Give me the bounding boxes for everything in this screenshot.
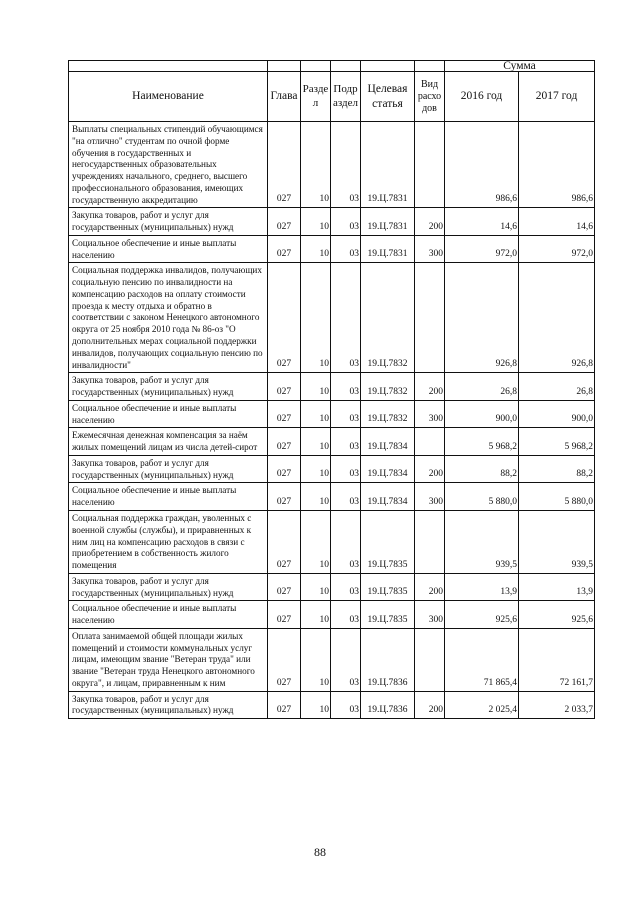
row-2016: 972,0 bbox=[445, 235, 519, 263]
row-article: 19.Ц.7834 bbox=[361, 455, 415, 483]
row-podrazdel: 03 bbox=[331, 400, 361, 428]
row-2016: 2 025,4 bbox=[445, 691, 519, 719]
sum-group-header: Сумма bbox=[445, 61, 595, 72]
row-name: Закупка товаров, работ и услуг для государственных (муниципальных) нужд bbox=[69, 691, 268, 719]
row-2016: 900,0 bbox=[445, 400, 519, 428]
row-2017: 5 968,2 bbox=[519, 428, 595, 456]
row-vid: 200 bbox=[415, 455, 445, 483]
row-2017: 925,6 bbox=[519, 601, 595, 629]
header-blank bbox=[268, 61, 301, 72]
header-blank bbox=[301, 61, 331, 72]
row-razdel: 10 bbox=[301, 400, 331, 428]
row-2017: 986,6 bbox=[519, 122, 595, 208]
row-article: 19.Ц.7831 bbox=[361, 122, 415, 208]
row-article: 19.Ц.7831 bbox=[361, 235, 415, 263]
row-name: Оплата занимаемой общей площади жилых помещений и стоимости коммунальных услуг лицам, имеющим звание "Ветеран труда" или звание "Ветеран труда Ненецкого автономного округа", и лицам, приравненным к ним bbox=[69, 628, 268, 691]
row-glava: 027 bbox=[268, 691, 301, 719]
row-podrazdel: 03 bbox=[331, 601, 361, 629]
table-body bbox=[69, 122, 595, 719]
row-razdel: 10 bbox=[301, 235, 331, 263]
row-2016: 939,5 bbox=[445, 510, 519, 573]
row-vid: 200 bbox=[415, 573, 445, 601]
row-2017: 939,5 bbox=[519, 510, 595, 573]
row-podrazdel: 03 bbox=[331, 628, 361, 691]
row-name: Социальное обеспечение и иные выплаты населению bbox=[69, 483, 268, 511]
col-header-2017: 2017 год bbox=[519, 72, 595, 122]
row-2016: 925,6 bbox=[445, 601, 519, 629]
row-2016: 926,8 bbox=[445, 263, 519, 373]
row-vid: 300 bbox=[415, 483, 445, 511]
row-2017: 72 161,7 bbox=[519, 628, 595, 691]
row-article: 19.Ц.7836 bbox=[361, 628, 415, 691]
row-podrazdel: 03 bbox=[331, 263, 361, 373]
row-vid: 200 bbox=[415, 691, 445, 719]
row-2016: 13,9 bbox=[445, 573, 519, 601]
row-glava: 027 bbox=[268, 601, 301, 629]
table-row bbox=[69, 400, 595, 428]
row-2016: 986,6 bbox=[445, 122, 519, 208]
row-2016: 5 968,2 bbox=[445, 428, 519, 456]
row-vid bbox=[415, 428, 445, 456]
page-number: 88 bbox=[314, 845, 326, 859]
row-podrazdel: 03 bbox=[331, 373, 361, 401]
row-glava: 027 bbox=[268, 263, 301, 373]
row-2016: 88,2 bbox=[445, 455, 519, 483]
row-glava: 027 bbox=[268, 483, 301, 511]
row-name: Ежемесячная денежная компенсация за наём жилых помещений лицам из числа детей-сирот bbox=[69, 428, 268, 456]
row-name: Социальное обеспечение и иные выплаты населению bbox=[69, 400, 268, 428]
row-name: Закупка товаров, работ и услуг для государственных (муниципальных) нужд bbox=[69, 373, 268, 401]
row-article: 19.Ц.7831 bbox=[361, 208, 415, 236]
row-vid: 200 bbox=[415, 208, 445, 236]
row-2017: 972,0 bbox=[519, 235, 595, 263]
table-header bbox=[69, 61, 595, 122]
table-row bbox=[69, 601, 595, 629]
row-2017: 88,2 bbox=[519, 455, 595, 483]
table-row bbox=[69, 235, 595, 263]
col-header-podrazdel: Подр аздел bbox=[331, 72, 361, 122]
row-vid: 300 bbox=[415, 235, 445, 263]
header-blank bbox=[415, 61, 445, 72]
row-name: Закупка товаров, работ и услуг для государственных (муниципальных) нужд bbox=[69, 573, 268, 601]
row-podrazdel: 03 bbox=[331, 510, 361, 573]
row-name: Социальная поддержка граждан, уволенных с военной службы (службы), и приравненных к ним лиц на компенсацию расходов в связи с приобретением в собственность жилого помещения bbox=[69, 510, 268, 573]
row-glava: 027 bbox=[268, 208, 301, 236]
row-article: 19.Ц.7834 bbox=[361, 483, 415, 511]
row-podrazdel: 03 bbox=[331, 691, 361, 719]
row-article: 19.Ц.7836 bbox=[361, 691, 415, 719]
table-row bbox=[69, 483, 595, 511]
row-razdel: 10 bbox=[301, 122, 331, 208]
row-razdel: 10 bbox=[301, 483, 331, 511]
row-podrazdel: 03 bbox=[331, 235, 361, 263]
col-header-name: Наименование bbox=[69, 72, 268, 122]
header-top-row bbox=[69, 61, 595, 72]
budget-table bbox=[68, 60, 595, 719]
row-2017: 14,6 bbox=[519, 208, 595, 236]
row-podrazdel: 03 bbox=[331, 573, 361, 601]
row-article: 19.Ц.7835 bbox=[361, 573, 415, 601]
row-glava: 027 bbox=[268, 428, 301, 456]
col-header-razdel: Разде л bbox=[301, 72, 331, 122]
row-article: 19.Ц.7835 bbox=[361, 601, 415, 629]
row-razdel: 10 bbox=[301, 601, 331, 629]
row-name: Социальное обеспечение и иные выплаты населению bbox=[69, 235, 268, 263]
header-main-row bbox=[69, 72, 595, 122]
row-razdel: 10 bbox=[301, 373, 331, 401]
col-header-vid: Вид расхо дов bbox=[415, 72, 445, 122]
col-header-glava: Глава bbox=[268, 72, 301, 122]
row-vid: 200 bbox=[415, 373, 445, 401]
row-name: Закупка товаров, работ и услуг для государственных (муниципальных) нужд bbox=[69, 208, 268, 236]
row-2016: 5 880,0 bbox=[445, 483, 519, 511]
table-row bbox=[69, 263, 595, 373]
row-vid bbox=[415, 628, 445, 691]
row-vid bbox=[415, 122, 445, 208]
row-article: 19.Ц.7834 bbox=[361, 428, 415, 456]
row-razdel: 10 bbox=[301, 573, 331, 601]
table-row bbox=[69, 428, 595, 456]
row-2016: 26,8 bbox=[445, 373, 519, 401]
row-glava: 027 bbox=[268, 400, 301, 428]
row-article: 19.Ц.7832 bbox=[361, 263, 415, 373]
row-razdel: 10 bbox=[301, 628, 331, 691]
row-2017: 2 033,7 bbox=[519, 691, 595, 719]
table-row bbox=[69, 208, 595, 236]
table-row bbox=[69, 373, 595, 401]
row-glava: 027 bbox=[268, 573, 301, 601]
table-row bbox=[69, 455, 595, 483]
table-row bbox=[69, 122, 595, 208]
row-2017: 13,9 bbox=[519, 573, 595, 601]
header-blank bbox=[361, 61, 415, 72]
header-blank bbox=[69, 61, 268, 72]
row-name: Социальное обеспечение и иные выплаты населению bbox=[69, 601, 268, 629]
table-row bbox=[69, 691, 595, 719]
row-vid: 300 bbox=[415, 400, 445, 428]
row-vid bbox=[415, 510, 445, 573]
row-2017: 26,8 bbox=[519, 373, 595, 401]
row-podrazdel: 03 bbox=[331, 483, 361, 511]
row-name: Выплаты специальных стипендий обучающимся "на отлично" студентам по очной форме обучения в государственных и негосударственных образовательных учреждениях начального, среднего, высшего профессионального образования, имеющих государственную аккредитацию bbox=[69, 122, 268, 208]
table-row bbox=[69, 628, 595, 691]
col-header-article: Целевая статья bbox=[361, 72, 415, 122]
row-glava: 027 bbox=[268, 122, 301, 208]
row-razdel: 10 bbox=[301, 510, 331, 573]
row-glava: 027 bbox=[268, 235, 301, 263]
row-2017: 926,8 bbox=[519, 263, 595, 373]
row-podrazdel: 03 bbox=[331, 122, 361, 208]
row-2017: 5 880,0 bbox=[519, 483, 595, 511]
row-name: Закупка товаров, работ и услуг для государственных (муниципальных) нужд bbox=[69, 455, 268, 483]
row-article: 19.Ц.7835 bbox=[361, 510, 415, 573]
row-glava: 027 bbox=[268, 628, 301, 691]
row-2016: 71 865,4 bbox=[445, 628, 519, 691]
table-row bbox=[69, 510, 595, 573]
row-glava: 027 bbox=[268, 455, 301, 483]
row-glava: 027 bbox=[268, 510, 301, 573]
row-razdel: 10 bbox=[301, 263, 331, 373]
row-podrazdel: 03 bbox=[331, 428, 361, 456]
row-name: Социальная поддержка инвалидов, получающих социальную пенсию по инвалидности на компенсацию расходов на оплату стоимости проезда к месту отдыха и обратно в соответствии с законом Ненецкого автономного округа от 25 ноября 2010 года № 86-оз "О дополнительных мерах социальной поддержки инвалидов, получающих социальную пенсию по инвалидности" bbox=[69, 263, 268, 373]
row-2016: 14,6 bbox=[445, 208, 519, 236]
row-article: 19.Ц.7832 bbox=[361, 373, 415, 401]
col-header-2016: 2016 год bbox=[445, 72, 519, 122]
row-podrazdel: 03 bbox=[331, 208, 361, 236]
header-blank bbox=[331, 61, 361, 72]
row-razdel: 10 bbox=[301, 428, 331, 456]
row-2017: 900,0 bbox=[519, 400, 595, 428]
row-razdel: 10 bbox=[301, 455, 331, 483]
table-row bbox=[69, 573, 595, 601]
row-glava: 027 bbox=[268, 373, 301, 401]
row-razdel: 10 bbox=[301, 691, 331, 719]
row-razdel: 10 bbox=[301, 208, 331, 236]
row-article: 19.Ц.7832 bbox=[361, 400, 415, 428]
row-vid bbox=[415, 263, 445, 373]
row-vid: 300 bbox=[415, 601, 445, 629]
row-podrazdel: 03 bbox=[331, 455, 361, 483]
